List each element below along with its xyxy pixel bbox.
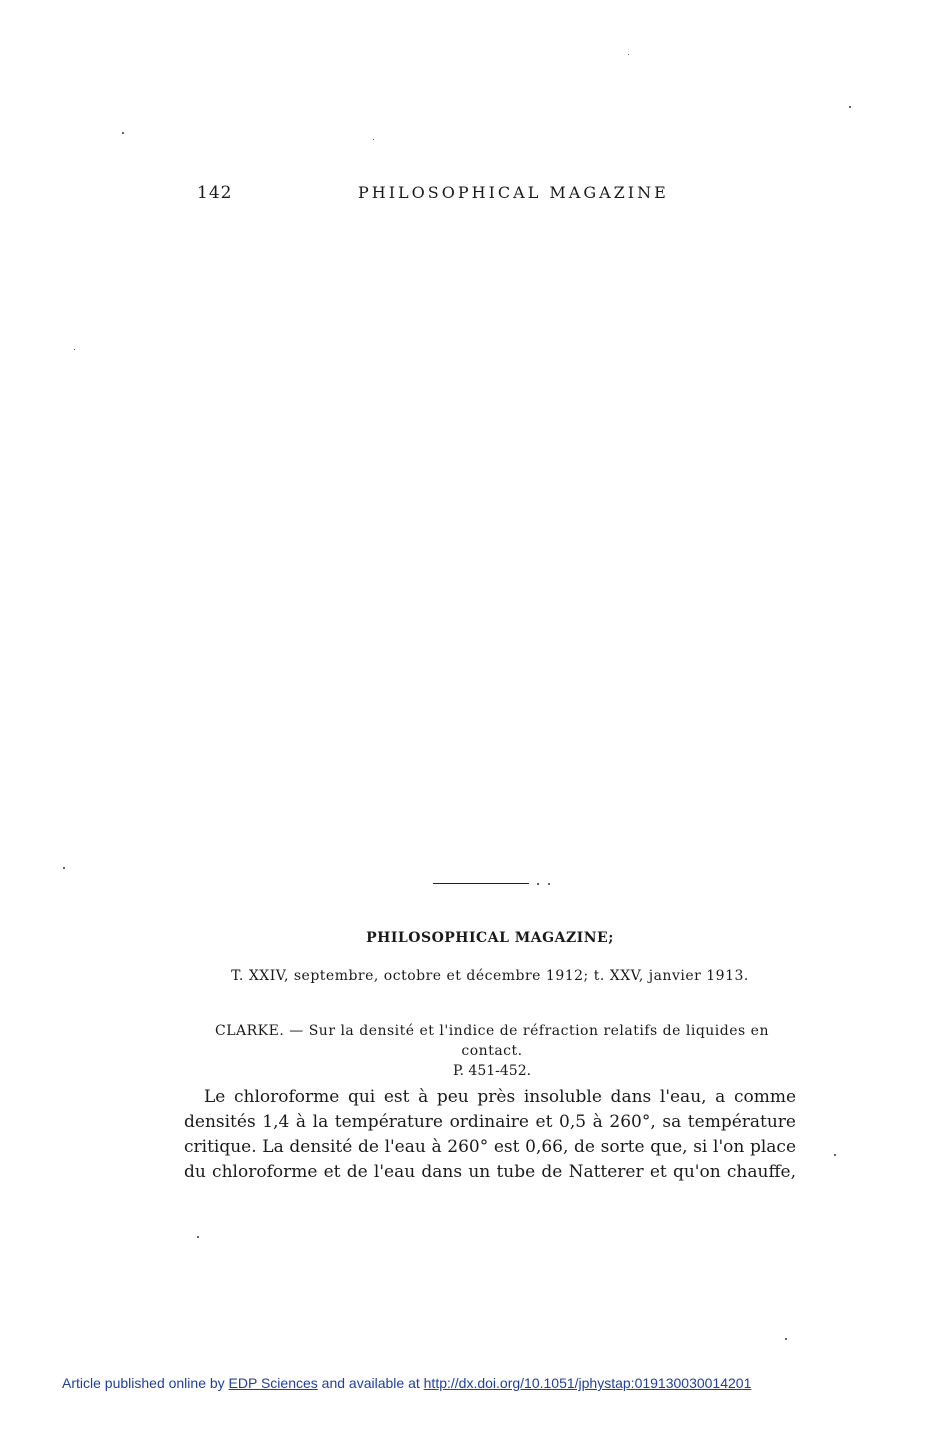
scan-speck bbox=[63, 867, 65, 869]
scan-speck bbox=[122, 132, 124, 134]
publisher-link[interactable]: EDP Sciences bbox=[228, 1375, 318, 1391]
publication-footer bbox=[62, 1375, 751, 1391]
scan-speck bbox=[373, 139, 374, 140]
body-line: densités 1,4 à la température ordinaire et 0,5 à 260°, sa température bbox=[184, 1112, 796, 1132]
issue-reference: T. XXIV, septembre, octobre et décembre 1912; t. XXV, janvier 1913. bbox=[231, 968, 749, 984]
divider-dot bbox=[548, 883, 550, 885]
scan-speck bbox=[849, 106, 851, 108]
scan-speck bbox=[628, 54, 629, 55]
article-reference bbox=[186, 1021, 798, 1081]
body-line: du chloroforme et de l'eau dans un tube de Natterer et qu'on chauffe, bbox=[184, 1162, 796, 1182]
article-pages: P. 451-452. bbox=[452, 1063, 532, 1079]
journal-section-title: PHILOSOPHICAL MAGAZINE; bbox=[366, 930, 614, 946]
scan-speck bbox=[834, 1154, 836, 1156]
article-author-title: CLARKE. — Sur la densité et l'indice de réfraction relatifs de liquides en contact. bbox=[215, 1023, 769, 1059]
section-divider-rule bbox=[433, 883, 529, 884]
body-line: critique. La densité de l'eau à 260° est 0,66, de sorte que, si l'on place bbox=[184, 1137, 796, 1157]
running-title: PHILOSOPHICAL MAGAZINE bbox=[358, 183, 669, 202]
body-line: Le chloroforme qui est à peu près insoluble dans l'eau, a comme bbox=[204, 1087, 796, 1107]
scan-speck bbox=[197, 1236, 199, 1238]
scan-speck bbox=[785, 1338, 787, 1340]
footer-middle: and available at bbox=[317, 1375, 424, 1391]
page-number: 142 bbox=[197, 183, 233, 203]
scan-speck bbox=[74, 349, 75, 350]
footer-prefix: Article published online by bbox=[62, 1375, 229, 1391]
doi-link[interactable]: http://dx.doi.org/10.1051/jphystap:019130030014201 bbox=[423, 1375, 752, 1391]
divider-dot bbox=[537, 883, 539, 885]
article-body bbox=[184, 1085, 796, 1185]
